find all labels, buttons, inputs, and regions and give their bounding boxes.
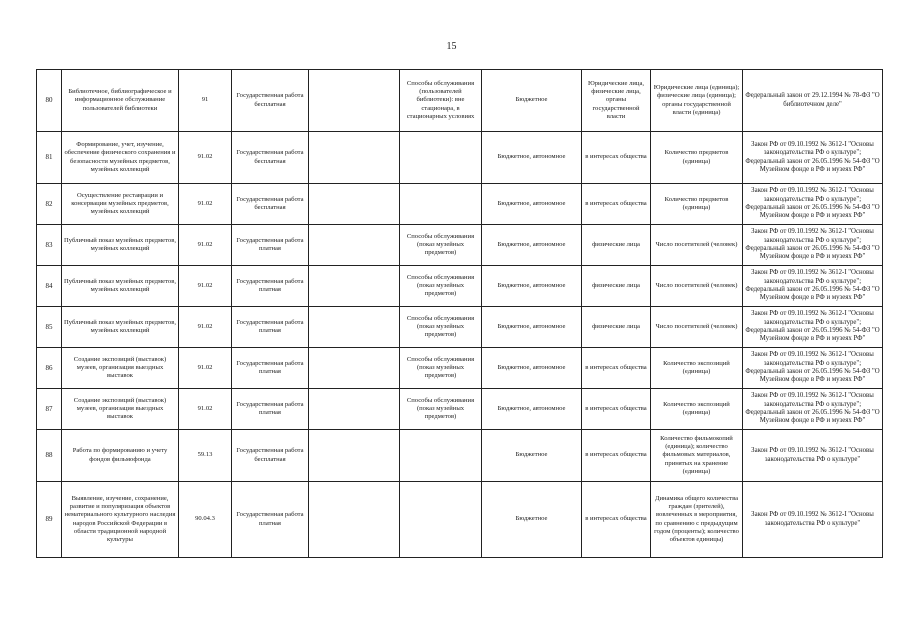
consumer-category: в интересах общества: [582, 348, 651, 389]
work-type: Государственная работа бесплатная: [232, 430, 309, 482]
row-number: 88: [37, 430, 62, 482]
work-type: Государственная работа платная: [232, 348, 309, 389]
empty-cell: [309, 348, 400, 389]
work-name: Публичный показ музейных предметов, музейных коллекций: [62, 266, 179, 307]
legal-basis: Закон РФ от 09.10.1992 № 3612-I "Основы законодательства РФ о культуре"; Федеральный закон от 26.05.1996 № 54-ФЗ "О Музейном фонде в РФ и музеях РФ": [743, 348, 883, 389]
table-row: [37, 307, 883, 348]
service-method: Способы обслуживания (показ музейных предметов): [400, 225, 482, 266]
service-method: Способы обслуживания (показ музейных предметов): [400, 307, 482, 348]
table-row: [37, 225, 883, 266]
work-name: Создание экспозиций (выставок) музеев, организация выездных выставок: [62, 348, 179, 389]
institution-type: Бюджетное, автономное: [482, 132, 582, 184]
service-method: [400, 184, 482, 225]
service-method: Способы обслуживания (показ музейных предметов): [400, 348, 482, 389]
work-name: Работа по формированию и учету фондов фильмофонда: [62, 430, 179, 482]
row-number: 82: [37, 184, 62, 225]
volume-indicator: Динамика общего количества граждан (зрителей), вовлеченных в мероприятия, по сравнению с предыдущим годом (проценты); количество объектов единицы): [651, 482, 743, 558]
volume-indicator: Количество экспозиций (единица): [651, 348, 743, 389]
volume-indicator: Количество экспозиций (единица): [651, 389, 743, 430]
consumer-category: в интересах общества: [582, 132, 651, 184]
table-row: [37, 389, 883, 430]
table-row: [37, 70, 883, 132]
activity-code: 91.02: [179, 132, 232, 184]
row-number: 84: [37, 266, 62, 307]
activity-code: 91.02: [179, 184, 232, 225]
legal-basis: Закон РФ от 09.10.1992 № 3612-I "Основы законодательства РФ о культуре": [743, 430, 883, 482]
legal-basis: Закон РФ от 09.10.1992 № 3612-I "Основы законодательства РФ о культуре"; Федеральный закон от 26.05.1996 № 54-ФЗ "О Музейном фонде в РФ и музеях РФ": [743, 266, 883, 307]
table-row: [37, 132, 883, 184]
table-row: [37, 266, 883, 307]
activity-code: 91.02: [179, 389, 232, 430]
table-row: [37, 348, 883, 389]
row-number: 86: [37, 348, 62, 389]
legal-basis: Закон РФ от 09.10.1992 № 3612-I "Основы законодательства РФ о культуре"; Федеральный закон от 26.05.1996 № 54-ФЗ "О Музейном фонде в РФ и музеях РФ": [743, 389, 883, 430]
empty-cell: [309, 266, 400, 307]
row-number: 83: [37, 225, 62, 266]
legal-basis: Закон РФ от 09.10.1992 № 3612-I "Основы законодательства РФ о культуре"; Федеральный закон от 26.05.1996 № 54-ФЗ "О Музейном фонде в РФ и музеях РФ": [743, 307, 883, 348]
work-name: Выявление, изучение, сохранение, развитие и популяризация объектов нематериального культурного наследия народов Российской Федерации в области традиционной народной культуры: [62, 482, 179, 558]
service-method: Способы обслуживания (показ музейных предметов): [400, 266, 482, 307]
service-method: [400, 430, 482, 482]
table-row: [37, 482, 883, 558]
row-number: 89: [37, 482, 62, 558]
legal-basis: Закон РФ от 09.10.1992 № 3612-I "Основы законодательства РФ о культуре": [743, 482, 883, 558]
empty-cell: [309, 430, 400, 482]
empty-cell: [309, 225, 400, 266]
activity-code: 91.02: [179, 225, 232, 266]
row-number: 85: [37, 307, 62, 348]
institution-type: Бюджетное: [482, 430, 582, 482]
institution-type: Бюджетное: [482, 482, 582, 558]
work-name: Создание экспозиций (выставок) музеев, организация выездных выставок: [62, 389, 179, 430]
consumer-category: физические лица: [582, 307, 651, 348]
consumer-category: в интересах общества: [582, 482, 651, 558]
row-number: 80: [37, 70, 62, 132]
activity-code: 91: [179, 70, 232, 132]
work-type: Государственная работа бесплатная: [232, 184, 309, 225]
work-type: Государственная работа бесплатная: [232, 70, 309, 132]
institution-type: Бюджетное, автономное: [482, 348, 582, 389]
consumer-category: физические лица: [582, 225, 651, 266]
institution-type: Бюджетное, автономное: [482, 389, 582, 430]
consumer-category: в интересах общества: [582, 184, 651, 225]
work-name: Публичный показ музейных предметов, музейных коллекций: [62, 225, 179, 266]
activity-code: 91.02: [179, 307, 232, 348]
institution-type: Бюджетное, автономное: [482, 184, 582, 225]
empty-cell: [309, 132, 400, 184]
institution-type: Бюджетное, автономное: [482, 225, 582, 266]
empty-cell: [309, 184, 400, 225]
work-type: Государственная работа платная: [232, 389, 309, 430]
institution-type: Бюджетное: [482, 70, 582, 132]
work-name: Осуществление реставрации и консервации музейных предметов, музейных коллекций: [62, 184, 179, 225]
volume-indicator: Юридические лица (единица); физические лица (единица); органы государственной власти (единица): [651, 70, 743, 132]
work-name: Формирование, учет, изучение, обеспечение физического сохранения и безопасности музейных предметов, музейных коллекций: [62, 132, 179, 184]
service-method: Способы обслуживания (показ музейных предметов): [400, 389, 482, 430]
registry-table: [36, 69, 883, 558]
volume-indicator: Количество предметов (единица): [651, 132, 743, 184]
consumer-category: в интересах общества: [582, 389, 651, 430]
volume-indicator: Количество предметов (единица): [651, 184, 743, 225]
work-type: Государственная работа платная: [232, 307, 309, 348]
work-type: Государственная работа платная: [232, 225, 309, 266]
activity-code: 91.02: [179, 348, 232, 389]
service-method: Способы обслуживания (пользователей библиотеки): вне стационара, в стационарных условиях: [400, 70, 482, 132]
legal-basis: Федеральный закон от 29.12.1994 № 78-ФЗ "О библиотечном деле": [743, 70, 883, 132]
empty-cell: [309, 482, 400, 558]
legal-basis: Закон РФ от 09.10.1992 № 3612-I "Основы законодательства РФ о культуре"; Федеральный закон от 26.05.1996 № 54-ФЗ "О Музейном фонде в РФ и музеях РФ": [743, 132, 883, 184]
empty-cell: [309, 70, 400, 132]
consumer-category: Юридические лица, физические лица, органы государственной власти: [582, 70, 651, 132]
work-type: Государственная работа платная: [232, 266, 309, 307]
institution-type: Бюджетное, автономное: [482, 307, 582, 348]
volume-indicator: Число посетителей (человек): [651, 266, 743, 307]
work-name: Публичный показ музейных предметов, музейных коллекций: [62, 307, 179, 348]
legal-basis: Закон РФ от 09.10.1992 № 3612-I "Основы законодательства РФ о культуре"; Федеральный закон от 26.05.1996 № 54-ФЗ "О Музейном фонде в РФ и музеях РФ": [743, 184, 883, 225]
activity-code: 90.04.3: [179, 482, 232, 558]
volume-indicator: Количество фильмокопий (единица); количество фильмовых материалов, принятых на хранение (единица): [651, 430, 743, 482]
table-row: [37, 184, 883, 225]
volume-indicator: Число посетителей (человек): [651, 307, 743, 348]
service-method: [400, 482, 482, 558]
consumer-category: физические лица: [582, 266, 651, 307]
page-number: 15: [446, 41, 457, 52]
institution-type: Бюджетное, автономное: [482, 266, 582, 307]
volume-indicator: Число посетителей (человек): [651, 225, 743, 266]
work-name: Библиотечное, библиографическое и информационное обслуживание пользователей библиотеки: [62, 70, 179, 132]
table-row: [37, 430, 883, 482]
activity-code: 59.13: [179, 430, 232, 482]
activity-code: 91.02: [179, 266, 232, 307]
service-method: [400, 132, 482, 184]
empty-cell: [309, 307, 400, 348]
row-number: 87: [37, 389, 62, 430]
work-type: Государственная работа бесплатная: [232, 132, 309, 184]
work-type: Государственная работа платная: [232, 482, 309, 558]
row-number: 81: [37, 132, 62, 184]
empty-cell: [309, 389, 400, 430]
consumer-category: в интересах общества: [582, 430, 651, 482]
legal-basis: Закон РФ от 09.10.1992 № 3612-I "Основы законодательства РФ о культуре"; Федеральный закон от 26.05.1996 № 54-ФЗ "О Музейном фонде в РФ и музеях РФ": [743, 225, 883, 266]
